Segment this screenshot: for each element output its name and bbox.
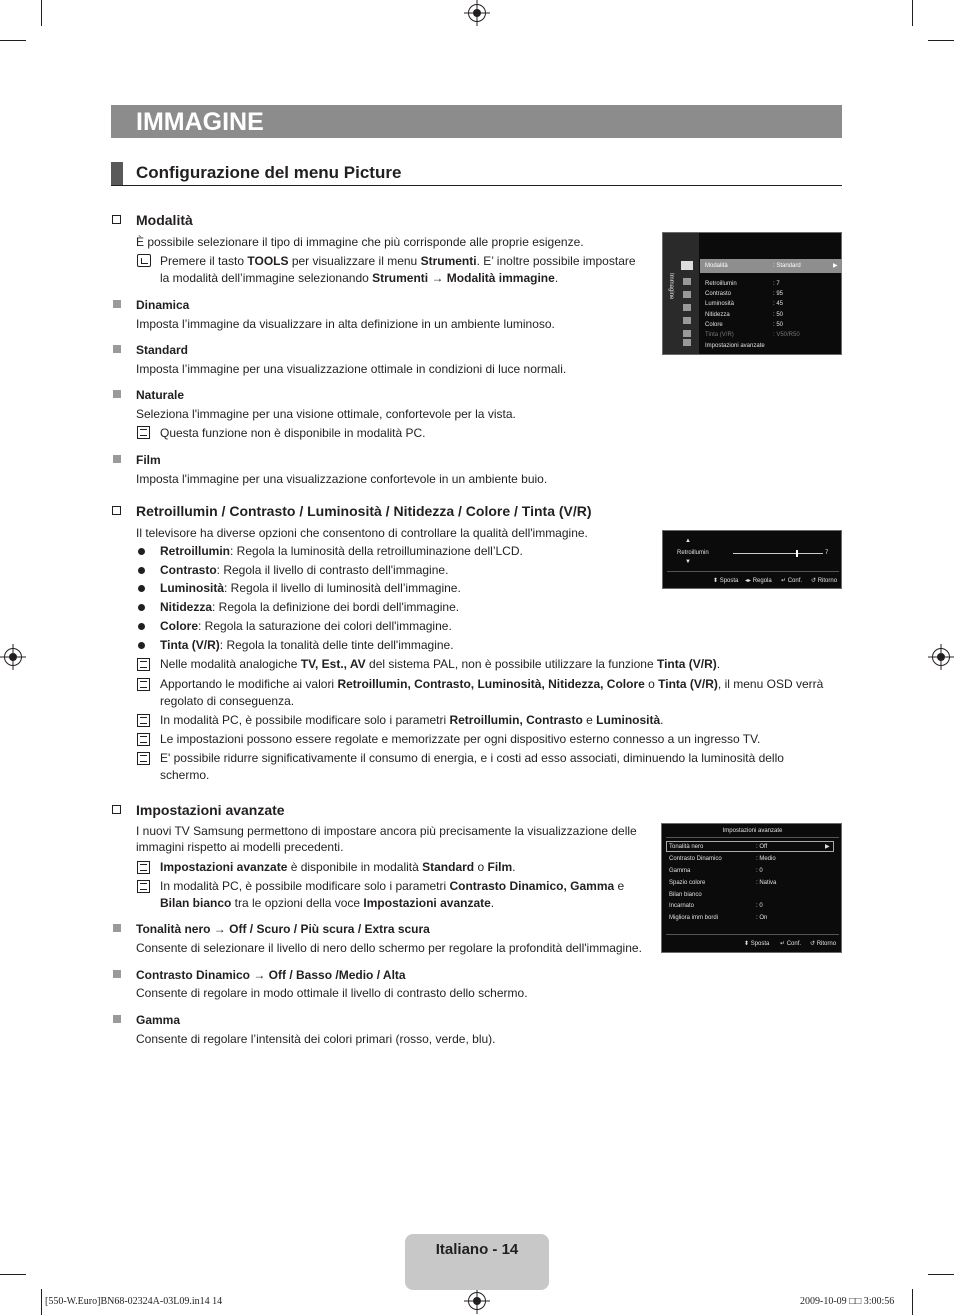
- menu-row-value: : 0: [756, 903, 763, 909]
- item-name: Gamma: [136, 1013, 181, 1027]
- title-bar: [111, 105, 842, 138]
- divider: [666, 934, 839, 935]
- bullet-item: Luminosità: Regola il livello di luminosità dell’immagine.: [160, 581, 461, 595]
- picture-icon: [681, 261, 693, 270]
- divider: [666, 837, 839, 838]
- note-text: E' possibile ridurre significativamente il consumo di energia, e i costi ad esso associati, diminuendo la luminosità dello: [160, 751, 784, 765]
- tools-icon: [137, 254, 151, 267]
- item-desc: Imposta l’immagine da visualizzare in alta definizione in un ambiente luminoso.: [136, 317, 555, 331]
- hint-move: ⬍ Sposta: [744, 941, 770, 947]
- bullet-square-icon: [113, 300, 121, 308]
- item-desc: Imposta l’immagine per una visualizzazione ottimale in condizioni di luce normali.: [136, 362, 567, 376]
- bullet-icon: [138, 604, 145, 611]
- menu-row-label[interactable]: Tonalità nero: [669, 844, 704, 850]
- note-text: Questa funzione non è disponibile in modalità PC.: [160, 426, 426, 440]
- menu-row-value: : 45: [773, 301, 784, 307]
- application-icon: [683, 330, 691, 337]
- page-number: Italiano - 14: [435, 1241, 519, 1258]
- avanzate-heading: Impostazioni avanzate: [136, 802, 285, 818]
- bullet-square-icon: [113, 455, 121, 463]
- menu-row-label[interactable]: Gamma: [669, 868, 691, 874]
- registration-mark-icon: [468, 4, 486, 22]
- modalita-intro: È possibile selezionare il tipo di immagine che più corrisponde alle proprie esigenze.: [136, 235, 584, 249]
- modalita-heading: Modalità: [136, 212, 193, 228]
- note-icon: [137, 752, 150, 765]
- bullet-icon: [138, 623, 145, 630]
- note-text-cont: Bilan bianco tra le opzioni della voce Impostazioni avanzate.: [160, 896, 495, 910]
- hint-adjust: ◂▸ Regola: [745, 578, 772, 584]
- picture-menu-screenshot: [662, 232, 842, 355]
- item-name: Standard: [136, 343, 189, 357]
- hint-move: ⬍ Sposta: [713, 578, 739, 584]
- advanced-settings-screenshot: [661, 823, 842, 953]
- bullet-icon: [138, 642, 145, 649]
- retro-heading: Retroillumin / Contrasto / Luminosità / Nitidezza / Colore / Tinta (V/R): [136, 503, 592, 519]
- menu-row-label[interactable]: Modalità: [705, 263, 728, 269]
- menu-row-value: : 7: [773, 281, 780, 287]
- menu-row-value: : Medio: [756, 856, 776, 862]
- footer-timestamp: 2009-10-09 □□ 3:00:56: [800, 1296, 895, 1307]
- registration-mark-icon: [468, 1292, 486, 1310]
- menu-row-value: : Nativa: [756, 880, 777, 886]
- menu-row-label[interactable]: Nitidezza: [705, 312, 730, 318]
- crop-mark: [41, 0, 42, 26]
- registration-mark-icon: [932, 648, 950, 666]
- menu-row-label[interactable]: Retroillumin: [705, 281, 737, 287]
- bullet-square-icon: [113, 924, 121, 932]
- menu-row-value: : 0: [756, 868, 763, 874]
- item-name: Dinamica: [136, 298, 190, 312]
- note-icon: [137, 861, 150, 874]
- bullet-icon: [138, 585, 145, 592]
- crop-mark: [928, 40, 954, 41]
- osd-title: Impostazioni avanzate: [722, 828, 783, 834]
- crop-mark: [0, 40, 26, 41]
- menu-row-label[interactable]: Luminosità: [705, 301, 735, 307]
- input-icon: [683, 317, 691, 324]
- note-icon: [137, 733, 150, 746]
- bullet-item: Nitidezza: Regola la definizione dei bordi dell'immagine.: [160, 600, 460, 614]
- bullet-item: Tinta (V/R): Regola la tonalità delle tinte dell'immagine.: [160, 638, 454, 652]
- arrow-right-icon: ▶: [825, 844, 830, 850]
- item-name: Film: [136, 453, 161, 467]
- note-text-cont: regolato di conseguenza.: [160, 694, 295, 708]
- page-number-tab: [405, 1234, 549, 1290]
- avanzate-intro-cont: immagini rispetto ai modelli precedenti.: [136, 840, 344, 854]
- crop-mark: [912, 0, 913, 26]
- note-text: In modalità PC, è possibile modificare solo i parametri Retroillumin, Contrasto e Luminosità.: [160, 713, 664, 727]
- crop-mark: [912, 1289, 913, 1315]
- arrow-up-icon: ▲: [685, 538, 691, 544]
- checkbox-icon: [112, 215, 121, 224]
- page-title: IMMAGINE: [136, 108, 264, 136]
- item-name: Tonalità nero → Off / Scuro / Più scura / Extra scura: [136, 922, 430, 936]
- hint-return: ↺ Ritorno: [810, 941, 837, 947]
- item-name: Contrasto Dinamico → Off / Basso /Medio / Alta: [136, 968, 406, 982]
- bullet-icon: [138, 548, 145, 555]
- note-text: Le impostazioni possono essere regolate e memorizzate per ogni dispositivo esterno connesso a un ingresso TV.: [160, 732, 761, 746]
- support-icon: [683, 339, 691, 346]
- slider-knob[interactable]: [796, 550, 798, 557]
- note-text: In modalità PC, è possibile modificare solo i parametri Contrasto Dinamico, Gamma e: [160, 879, 625, 893]
- retro-intro: Il televisore ha diverse opzioni che consentono di controllare la qualità dell'immagine.: [136, 526, 588, 540]
- channel-icon: [683, 291, 691, 298]
- crop-mark: [928, 1274, 954, 1275]
- menu-row-label[interactable]: Contrasto Dinamico: [669, 856, 722, 862]
- note-text: Nelle modalità analogiche TV, Est., AV del sistema PAL, non è possibile utilizzare la funzione Tinta (V/R).: [160, 657, 721, 671]
- item-desc: Consente di regolare l’intensità dei colori primari (rosso, verde, blu).: [136, 1032, 496, 1046]
- checkbox-icon: [112, 805, 121, 814]
- bullet-square-icon: [113, 1015, 121, 1023]
- bullet-square-icon: [113, 970, 121, 978]
- hint-confirm: ↵ Conf.: [781, 578, 803, 584]
- slider-label: Retroillumin: [677, 550, 709, 556]
- note-text-cont: schermo.: [160, 768, 210, 782]
- menu-row-value: : 95: [773, 291, 784, 297]
- note-icon: [137, 714, 150, 727]
- note-icon: [137, 658, 150, 671]
- arrow-down-icon: ▼: [685, 559, 691, 565]
- bullet-square-icon: [113, 390, 121, 398]
- item-desc: Consente di selezionare il livello di nero dello schermo per regolare la profondità dell'immagine.: [136, 941, 642, 955]
- note-icon: [137, 426, 150, 439]
- setup-icon: [683, 304, 691, 311]
- arrow-right-icon: ▶: [833, 263, 838, 269]
- registration-mark-icon: [4, 648, 22, 666]
- menu-row-label[interactable]: Colore: [705, 322, 723, 328]
- bullet-item: Retroillumin: Regola la luminosità della retroilluminazione dell’LCD.: [160, 544, 523, 558]
- section-marker: [111, 162, 123, 185]
- note-icon: [137, 880, 150, 893]
- slider-value: 7: [825, 550, 829, 556]
- menu-row-label[interactable]: Incarnato: [669, 903, 695, 909]
- bullet-item: Contrasto: Regola il livello di contrasto dell'immagine.: [160, 563, 449, 577]
- menu-row-label[interactable]: Migliora imm bordi: [669, 915, 719, 921]
- section-title: Configurazione del menu Picture: [136, 163, 402, 182]
- menu-row-label[interactable]: Impostazioni avanzate: [705, 343, 765, 349]
- tools-note-line2: la modalità dell’immagine selezionando Strumenti → Modalità immagine.: [160, 271, 559, 285]
- footer-file-info: [550-W.Euro]BN68-02324A-03L09.in14 14: [45, 1296, 223, 1307]
- menu-row-value: : 50: [773, 312, 784, 318]
- note-text: Apportando le modifiche ai valori Retroillumin, Contrasto, Luminosità, Nitidezza, Colore o Tinta (V/R), il menu OSD verrà: [160, 677, 824, 691]
- menu-row-value: : 50: [773, 322, 784, 328]
- crop-mark: [41, 1289, 42, 1315]
- menu-row-value: : Standard: [773, 263, 801, 269]
- avanzate-intro: I nuovi TV Samsung permettono di impostare ancora più precisamente la visualizzazione delle: [136, 824, 637, 838]
- hint-return: ↺ Ritorno: [811, 578, 838, 584]
- hint-confirm: ↵ Conf.: [780, 941, 802, 947]
- backlight-slider-screenshot: [662, 530, 842, 589]
- sound-icon: [683, 278, 691, 285]
- menu-side-label: Immagine: [668, 273, 674, 300]
- menu-row-value: : On: [756, 915, 768, 921]
- bullet-icon: [138, 567, 145, 574]
- menu-row-label[interactable]: Bilan bianco: [669, 892, 702, 898]
- menu-row-label[interactable]: Spazio colore: [669, 880, 706, 886]
- divider: [667, 571, 839, 572]
- crop-mark: [0, 1274, 26, 1275]
- menu-row-value: : Off: [756, 844, 768, 850]
- item-desc: Imposta l'immagine per una visualizzazione confortevole in un ambiente buio.: [136, 472, 548, 486]
- slider-track[interactable]: [733, 553, 823, 554]
- menu-row-value: : V50/R50: [773, 332, 800, 338]
- section-header: [111, 162, 842, 186]
- tools-note-line1: Premere il tasto TOOLS per visualizzare il menu Strumenti. E’ inoltre possibile impostare: [160, 254, 636, 268]
- bullet-item: Colore: Regola la saturazione dei colori dell'immagine.: [160, 619, 452, 633]
- checkbox-icon: [112, 506, 121, 515]
- menu-row-label[interactable]: Tinta (V/R): [705, 332, 734, 338]
- item-name: Naturale: [136, 388, 185, 402]
- bullet-square-icon: [113, 345, 121, 353]
- item-desc: Consente di regolare in modo ottimale il livello di contrasto dello schermo.: [136, 986, 528, 1000]
- note-text: Impostazioni avanzate è disponibile in modalità Standard o Film.: [160, 860, 516, 874]
- note-icon: [137, 678, 150, 691]
- item-desc: Seleziona l'immagine per una visione ottimale, confortevole per la vista.: [136, 407, 516, 421]
- menu-row-label[interactable]: Contrasto: [705, 291, 732, 297]
